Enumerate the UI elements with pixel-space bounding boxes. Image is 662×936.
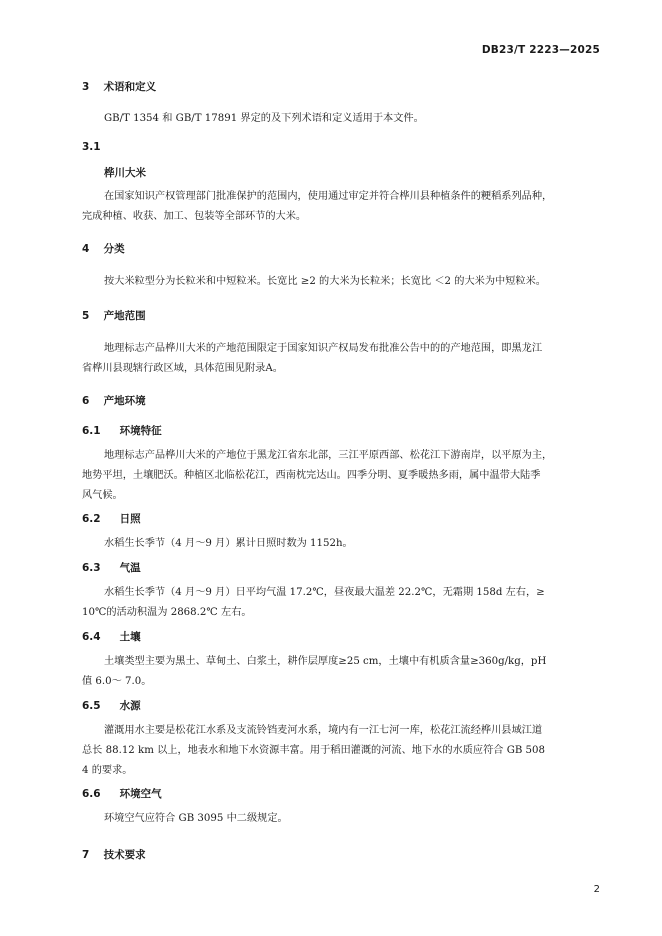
section-6-2-line-1: 水稻生长季节（4 月～9 月）累计日照时数为 1152h。 [104,538,353,549]
subsection-number: 6.6 [82,788,101,800]
section-3-1-number [82,140,101,154]
section-5-heading [82,309,146,323]
subsection-number: 6.2 [82,513,101,525]
term-definition-line-2: 完成种植、收获、加工、包装等全部环节的大米。 [82,211,307,222]
section-6-1-line-2: 地势平坦，土壤肥沃。种植区北临松花江，西南枕完达山。四季分明、夏季暖热多雨，属中温带大陆季 [82,470,541,481]
subsection-number: 6.1 [82,425,101,437]
section-3-intro: GB/T 1354 和 GB/T 17891 界定的及下列术语和定义适用于本文件。 [104,113,424,124]
section-6-3-line-2: 10℃的活动积温为 2868.2℃ 左右。 [82,607,252,618]
section-number: 7 [82,849,90,861]
section-6-4-line-1: 土壤类型主要为黑土、草甸土、白浆土，耕作层厚度≥25 cm，土壤中有机质含量≥360g/kg，pH [104,656,547,667]
subsection-title: 日照 [119,513,141,525]
term-definition-line-1: 在国家知识产权管理部门批准保护的范围内，使用通过审定并符合桦川县种植条件的粳稻系列品种， [104,191,553,202]
standard-code: DB23/T 2223—2025 [481,44,600,56]
section-6-heading [82,394,146,408]
section-6-3-line-1: 水稻生长季节（4 月～9 月）日平均气温 17.2℃，昼夜最大温差 22.2℃，无霜期 158d 左右，≥ [104,587,545,598]
section-number: 3 [82,81,90,93]
section-4-text: 按大米粒型分为长粒米和中短粒米。长宽比 ≥2 的大米为长粒米；长宽比 ＜2 的大米为中短粒米。 [104,276,546,287]
term-name: 桦川大米 [104,167,146,179]
section-number: 6 [82,395,90,407]
section-6-2-heading [82,512,141,526]
section-title: 产地环境 [103,395,146,407]
subsection-title: 气温 [119,562,141,574]
section-7-heading [82,848,146,862]
section-4-heading [82,242,125,256]
section-3-heading [82,80,156,94]
section-title: 分类 [103,243,125,255]
section-6-4-heading [82,630,141,644]
subsection-title: 土壤 [119,631,141,643]
section-title: 技术要求 [103,849,146,861]
subsection-number: 3.1 [82,141,101,153]
page-number: 2 [593,884,600,895]
section-6-6-heading [82,787,162,801]
section-6-1-heading [82,424,162,438]
section-6-5-line-1: 灌溉用水主要是松花江水系及支流铃铛麦河水系，境内有一江七河一库，松花江流经桦川县域江道 [104,725,543,736]
subsection-number: 6.3 [82,562,101,574]
section-6-6-line-1: 环境空气应符合 GB 3095 中二级规定。 [104,813,288,824]
section-6-1-line-3: 风气候。 [82,490,123,501]
section-5-line-1: 地理标志产品桦川大米的产地范围限定于国家知识产权局发布批准公告中的的产地范围，即黑龙江 [104,343,543,354]
section-6-4-line-2: 值 6.0～ 7.0。 [82,676,152,687]
subsection-title: 环境特征 [119,425,162,437]
section-6-3-heading [82,561,141,575]
subsection-title: 水源 [119,700,141,712]
subsection-title: 环境空气 [119,788,162,800]
subsection-number: 6.4 [82,631,101,643]
section-5-line-2: 省桦川县现辖行政区域，具体范围见附录A。 [82,363,283,374]
subsection-number: 6.5 [82,700,101,712]
section-6-5-heading [82,699,141,713]
section-number: 4 [82,243,90,255]
section-6-5-line-2: 总长 88.12 km 以上，地表水和地下水资源丰富。用于稻田灌溉的河流、地下水的水质应符合 GB 508 [82,745,546,756]
section-number: 5 [82,310,90,322]
section-6-5-line-3: 4 的要求。 [82,765,133,776]
section-title: 术语和定义 [103,81,157,93]
section-6-1-line-1: 地理标志产品桦川大米的产地位于黑龙江省东北部，三江平原西部、松花江下游南岸，以平原为主， [104,450,553,461]
section-title: 产地范围 [103,310,146,322]
